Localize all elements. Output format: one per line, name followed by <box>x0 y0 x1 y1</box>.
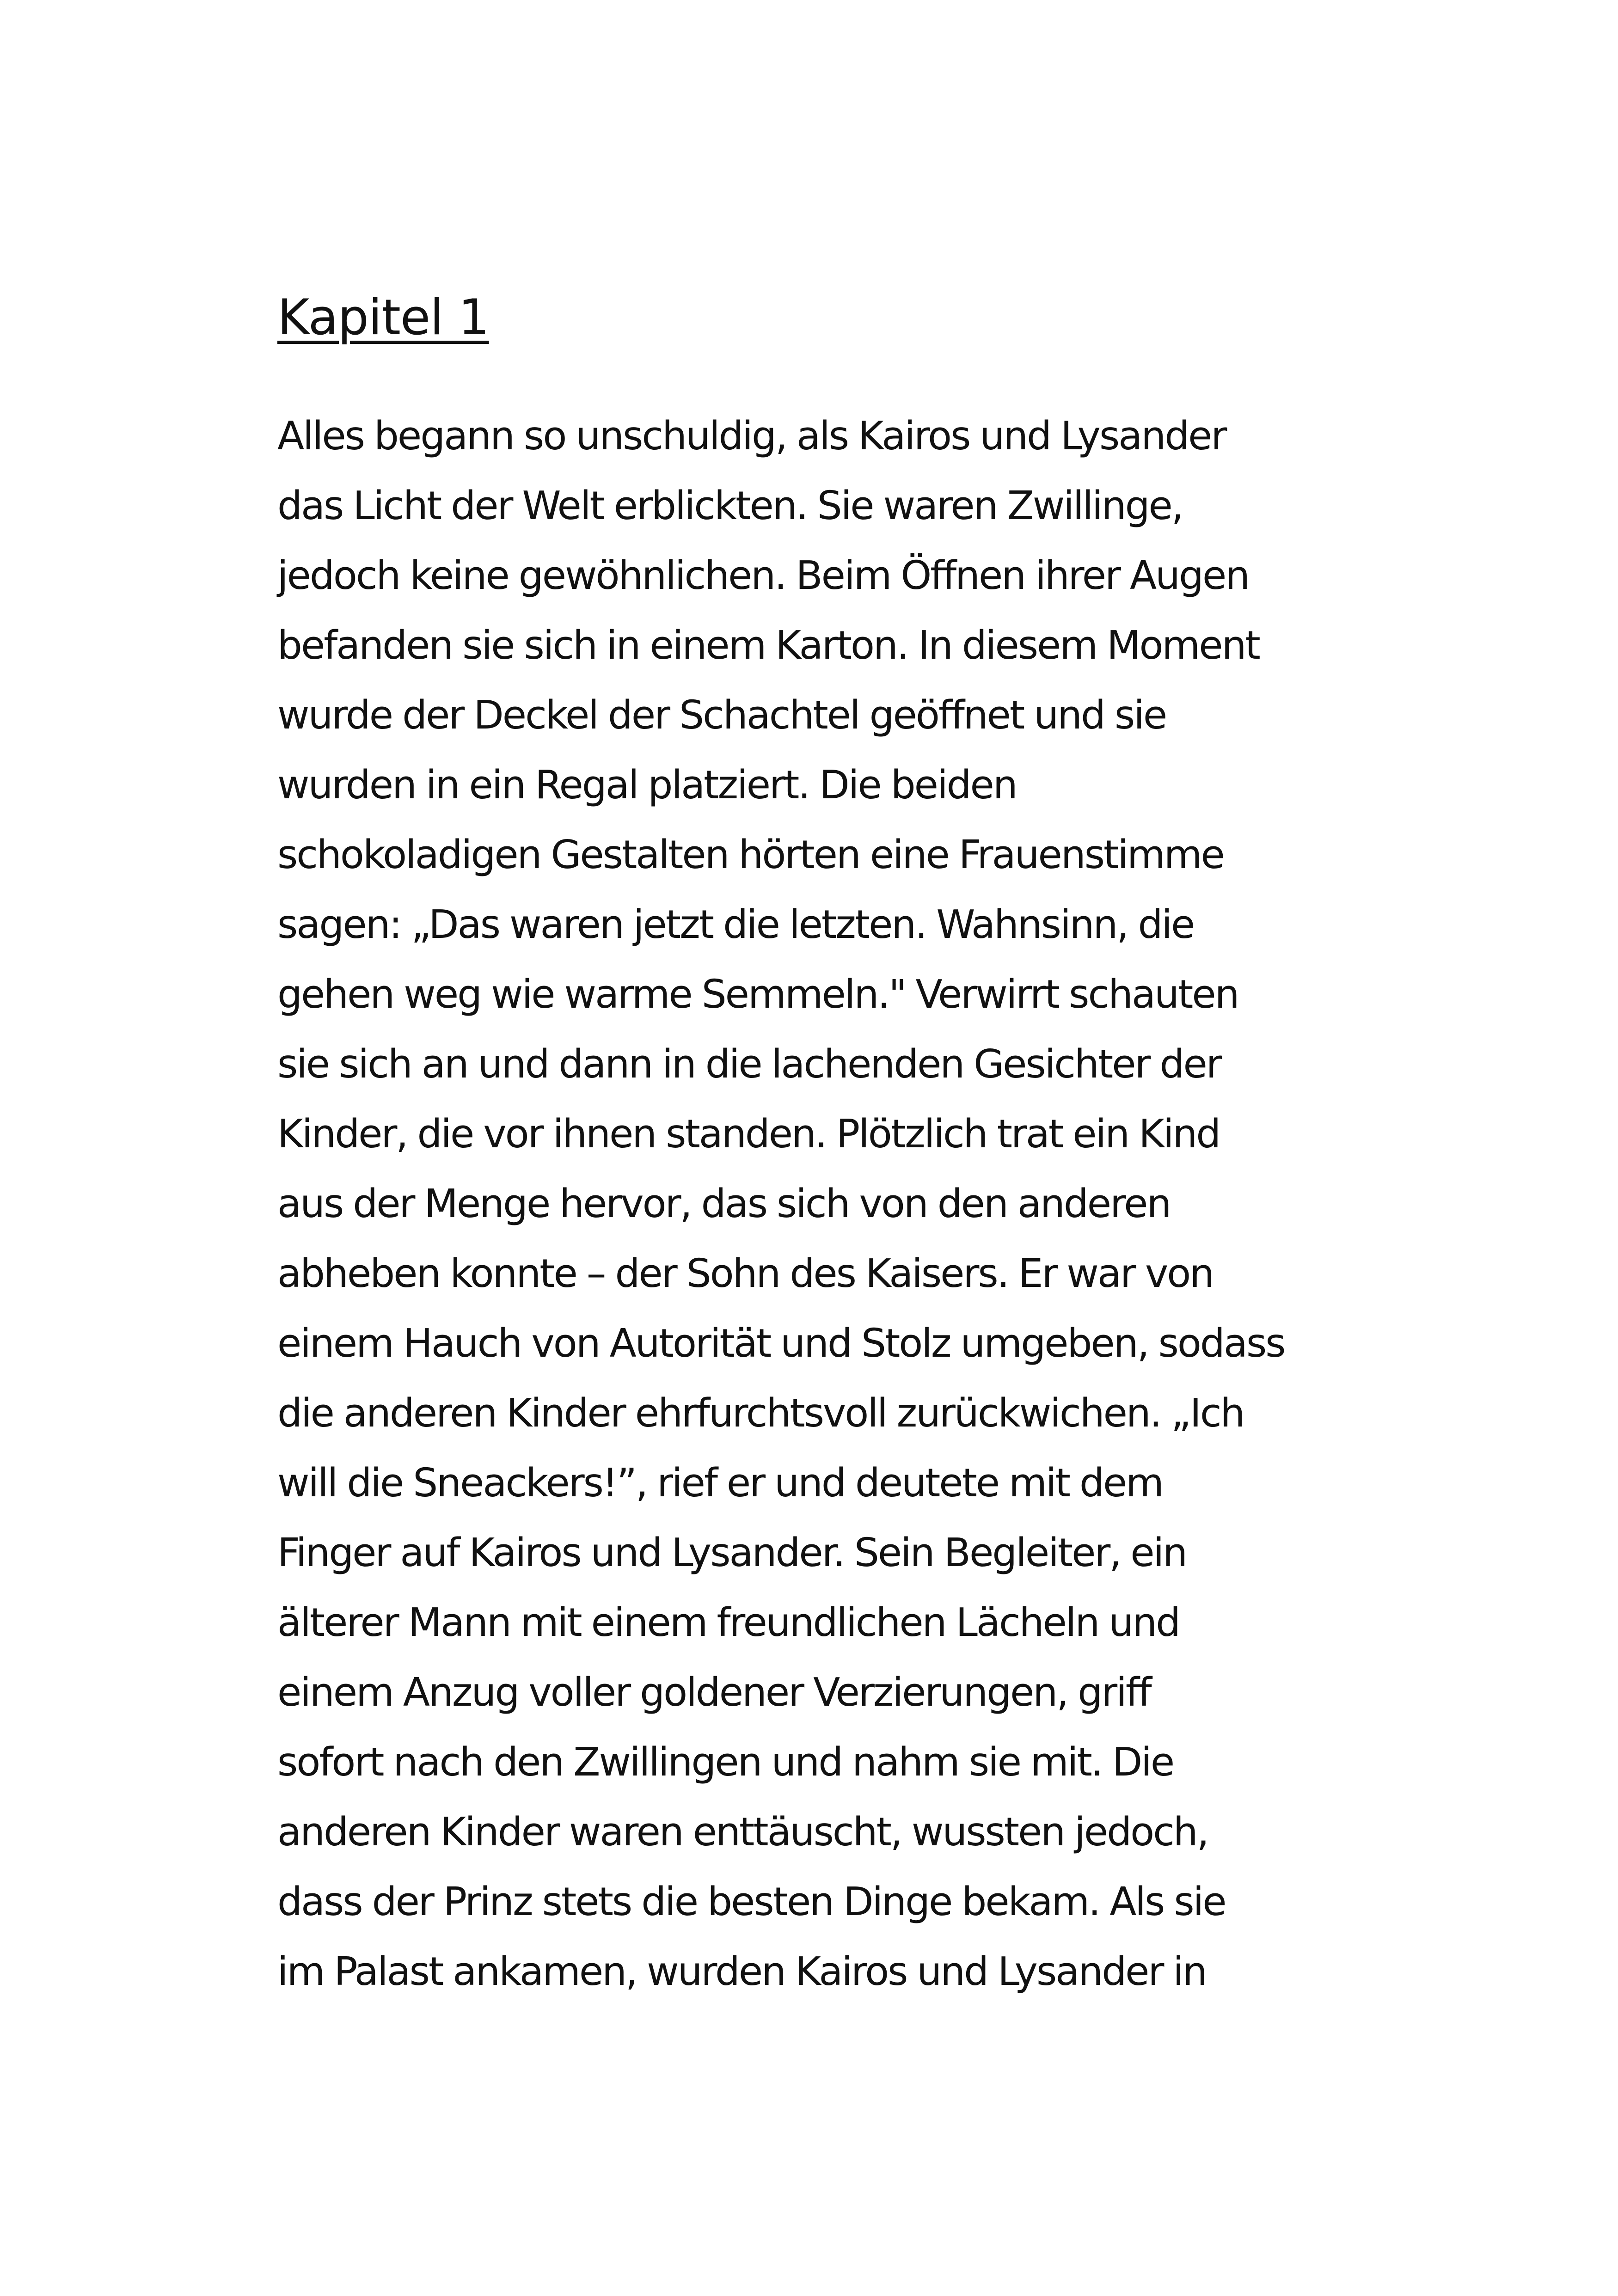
text-line: wurde der Deckel der Schachtel geöffnet und sie <box>277 692 1166 738</box>
text-line: die anderen Kinder ehrfurchtsvoll zurückwichen. „Ich <box>277 1390 1244 1436</box>
text-line: will die Sneackers!”, rief er und deutete mit dem <box>277 1460 1163 1506</box>
text-line: schokoladigen Gestalten hörten eine Frauenstimme <box>277 832 1224 878</box>
text-line: dass der Prinz stets die besten Dinge bekam. Als sie <box>277 1879 1226 1925</box>
text-line: aus der Menge hervor, das sich von den anderen <box>277 1181 1171 1227</box>
text-line: älterer Mann mit einem freundlichen Lächeln und <box>277 1600 1180 1646</box>
text-line: Alles begann so unschuldig, als Kairos und Lysander <box>277 413 1226 459</box>
text-line: im Palast ankamen, wurden Kairos und Lysander in <box>277 1949 1206 1995</box>
text-line: sofort nach den Zwillingen und nahm sie mit. Die <box>277 1739 1174 1785</box>
text-line: wurden in ein Regal platziert. Die beiden <box>277 762 1017 808</box>
chapter-title: Kapitel 1 <box>277 289 489 346</box>
text-line: gehen weg wie warme Semmeln." Verwirrt schauten <box>277 972 1238 1017</box>
text-line: sagen: „Das waren jetzt die letzten. Wahnsinn, die <box>277 902 1194 948</box>
text-line: sie sich an und dann in die lachenden Gesichter der <box>277 1041 1221 1087</box>
text-line: einem Anzug voller goldener Verzierungen, griff <box>277 1670 1151 1715</box>
text-line: Kinder, die vor ihnen standen. Plötzlich trat ein Kind <box>277 1111 1220 1157</box>
text-line: das Licht der Welt erblickten. Sie waren Zwillinge, <box>277 483 1183 529</box>
text-line: Finger auf Kairos und Lysander. Sein Begleiter, ein <box>277 1530 1187 1576</box>
text-line: einem Hauch von Autorität und Stolz umgeben, sodass <box>277 1321 1285 1366</box>
text-line: jedoch keine gewöhnlichen. Beim Öffnen ihrer Augen <box>277 553 1249 599</box>
text-line: abheben konnte – der Sohn des Kaisers. Er war von <box>277 1251 1214 1297</box>
body-paragraph <box>277 401 1387 2007</box>
text-line: anderen Kinder waren enttäuscht, wussten jedoch, <box>277 1809 1208 1855</box>
text-line: befanden sie sich in einem Karton. In diesem Moment <box>277 623 1259 668</box>
